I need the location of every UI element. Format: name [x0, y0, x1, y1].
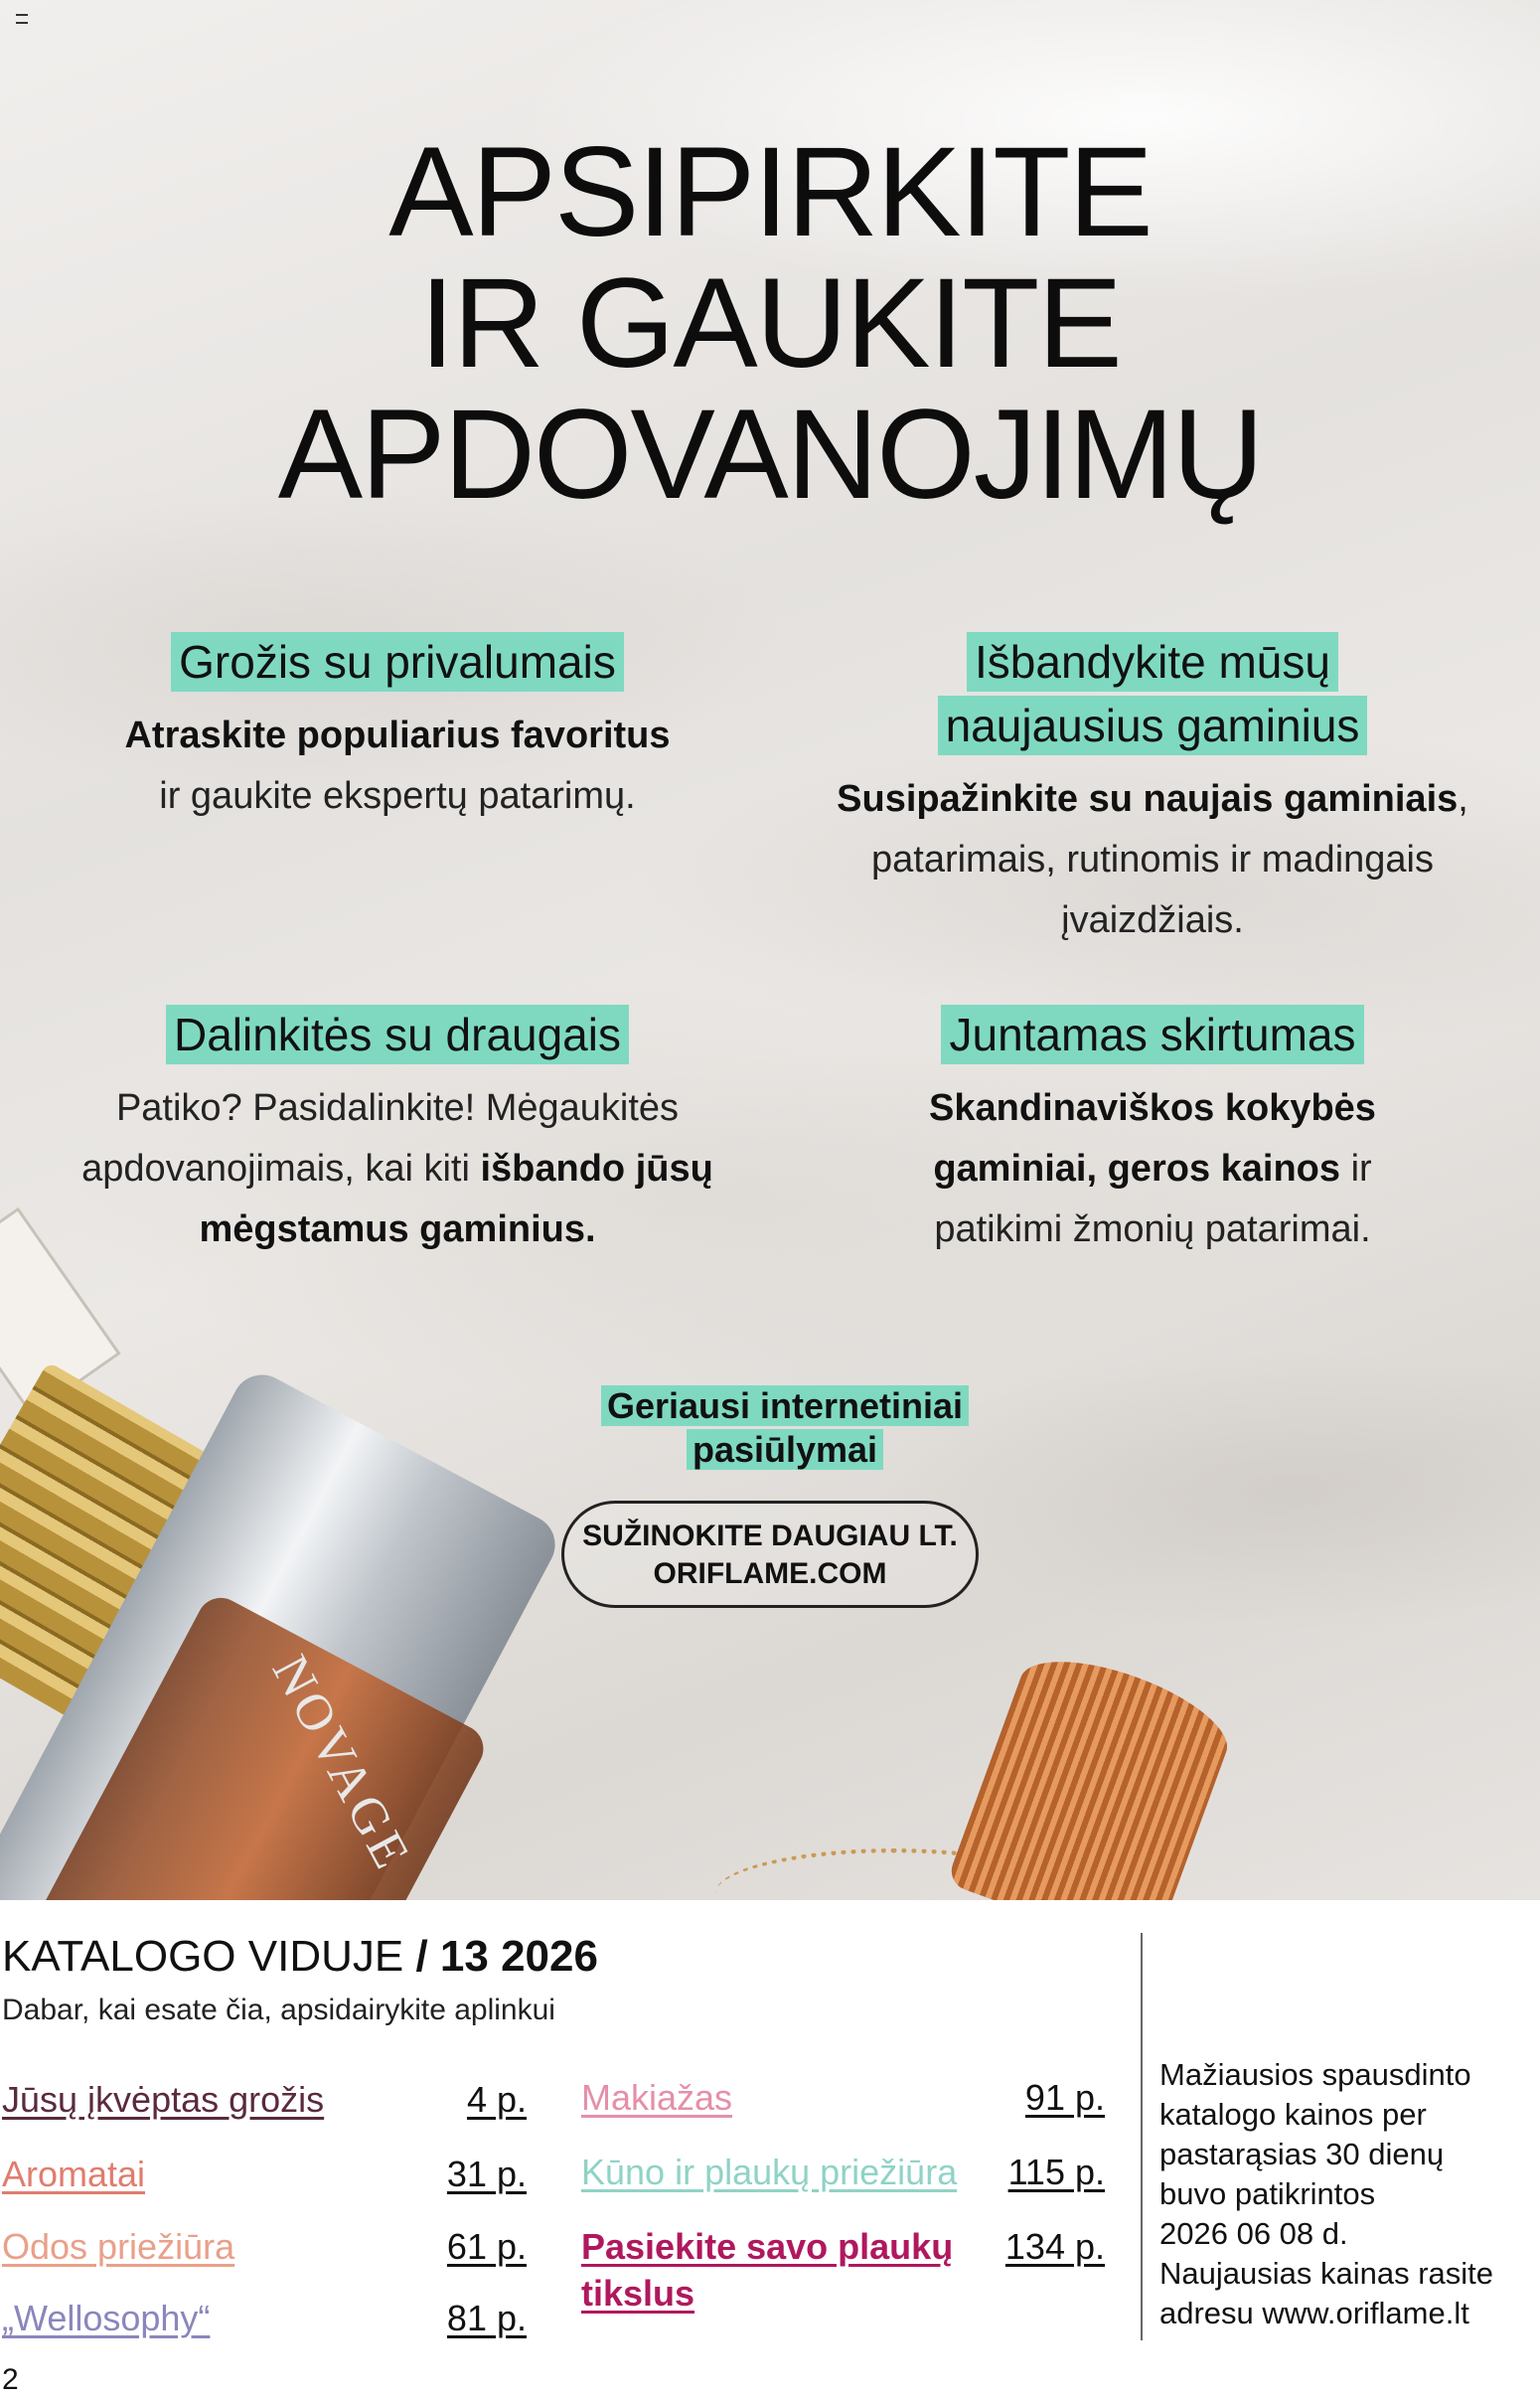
toc-link-skincare[interactable]: Odos priežiūra [2, 2226, 235, 2267]
price-note-line: 2026 06 08 d. [1159, 2216, 1348, 2251]
benefit-difference [775, 1005, 1530, 1260]
learn-more-button[interactable] [561, 1501, 979, 1608]
benefit-text [40, 1078, 755, 1260]
benefit-text-part: ir [1340, 1148, 1372, 1190]
catalog-subtitle: Dabar, kai esate čia, apsidairykite aplinkui [2, 1994, 555, 2026]
divider [1141, 1933, 1143, 2340]
price-note-line: buvo patikrintos [1159, 2176, 1376, 2211]
benefit-text-line: ir gaukite ekspertų patarimų. [159, 775, 636, 817]
toc-page[interactable]: 4 p. [466, 2079, 527, 2120]
online-offers-line: pasiūlymai [687, 1429, 883, 1470]
benefit-text-bold: mėgstamus gaminius. [199, 1208, 596, 1250]
headline-line-2: IR GAUKITE [419, 252, 1121, 395]
online-offers [556, 1384, 1013, 1472]
benefit-new-products [775, 632, 1530, 951]
toc-page[interactable]: 91 p. [1024, 2077, 1105, 2118]
cta-line: SUŽINOKITE DAUGIAU LT. [582, 1520, 958, 1552]
toc-page[interactable]: 31 p. [446, 2154, 527, 2194]
toc-link-hair-goals-line-2[interactable]: tikslus [581, 2273, 695, 2314]
benefit-text [775, 1078, 1530, 1260]
headline [0, 121, 1540, 526]
benefit-text-part: apdovanojimais, kai kiti [81, 1148, 481, 1190]
toc-link-wellosophy[interactable]: „Wellosophy“ [2, 2298, 211, 2338]
price-note-line: katalogo kainos per [1159, 2097, 1427, 2132]
page-number: 2 [2, 2363, 19, 2396]
toc-link-fragrances[interactable]: Aromatai [2, 2154, 146, 2194]
benefit-share [40, 1005, 755, 1260]
toc-page[interactable]: 134 p. [1004, 2226, 1105, 2267]
cta-line: ORIFLAME.COM [653, 1557, 887, 1590]
menu-icon[interactable] [16, 14, 28, 24]
benefit-text-line: įvaizdžiais. [1061, 899, 1244, 941]
benefit-title: naujausius gaminius [938, 696, 1368, 755]
benefit-text-line: patarimais, rutinomis ir madingais [871, 839, 1434, 880]
toc-link-body-hair-care[interactable]: Kūno ir plaukų priežiūra [581, 2152, 958, 2192]
benefit-text-bold: Skandinaviškos kokybės [929, 1087, 1376, 1129]
benefit-text-line: Patiko? Pasidalinkite! Mėgaukitės [115, 1087, 680, 1129]
benefit-text-bold: Susipažinkite su naujais gaminiais [837, 778, 1459, 820]
copper-cap-image [946, 1640, 1240, 1900]
toc-page[interactable]: 81 p. [446, 2298, 527, 2338]
catalog-title [2, 1930, 598, 1984]
headline-line-3: APDOVANOJIMŲ [277, 384, 1263, 526]
benefit-text-bold: gaminiai, geros kainos [933, 1148, 1341, 1190]
benefit-text-line: patikimi žmonių patarimai. [934, 1208, 1371, 1250]
benefit-title: Išbandykite mūsų [967, 632, 1338, 692]
product-brand-label: NOVAGE [260, 1646, 422, 1881]
benefit-text [775, 769, 1530, 951]
benefit-text-comma: , [1458, 778, 1468, 820]
online-offers-line: Geriausi internetiniai [601, 1385, 969, 1426]
price-note [1159, 2055, 1537, 2333]
price-note-line: Mažiausios spausdinto [1159, 2057, 1471, 2092]
toc-link-makeup[interactable]: Makiažas [581, 2077, 733, 2118]
benefit-text-line: Atraskite populiarius favoritus [124, 715, 671, 756]
catalog-title-light: KATALOGO VIDUJE [2, 1932, 416, 1981]
price-note-link[interactable]: adresu www.oriflame.lt [1159, 2296, 1469, 2330]
benefit-beauty [60, 632, 735, 827]
toc-link-inspired-beauty[interactable]: Jūsų įkvėptas grožis [2, 2079, 325, 2120]
catalog-issue: / 13 2026 [415, 1932, 598, 1981]
toc-link-hair-goals[interactable]: Pasiekite savo plaukų [581, 2226, 954, 2267]
toc-page[interactable]: 115 p. [1007, 2152, 1105, 2192]
benefit-title: Dalinkitės su draugais [166, 1005, 629, 1064]
benefit-title: Grožis su privalumais [171, 632, 624, 692]
price-note-line: pastarąsias 30 dienų [1159, 2137, 1445, 2171]
price-note-line: Naujausias kainas rasite [1159, 2256, 1494, 2291]
benefit-text [60, 706, 735, 827]
headline-line-1: APSIPIRKITE [388, 121, 1152, 263]
benefit-title: Juntamas skirtumas [941, 1005, 1363, 1064]
benefit-text-bold: išbando jūsų [480, 1148, 713, 1190]
toc-page[interactable]: 61 p. [446, 2226, 527, 2267]
